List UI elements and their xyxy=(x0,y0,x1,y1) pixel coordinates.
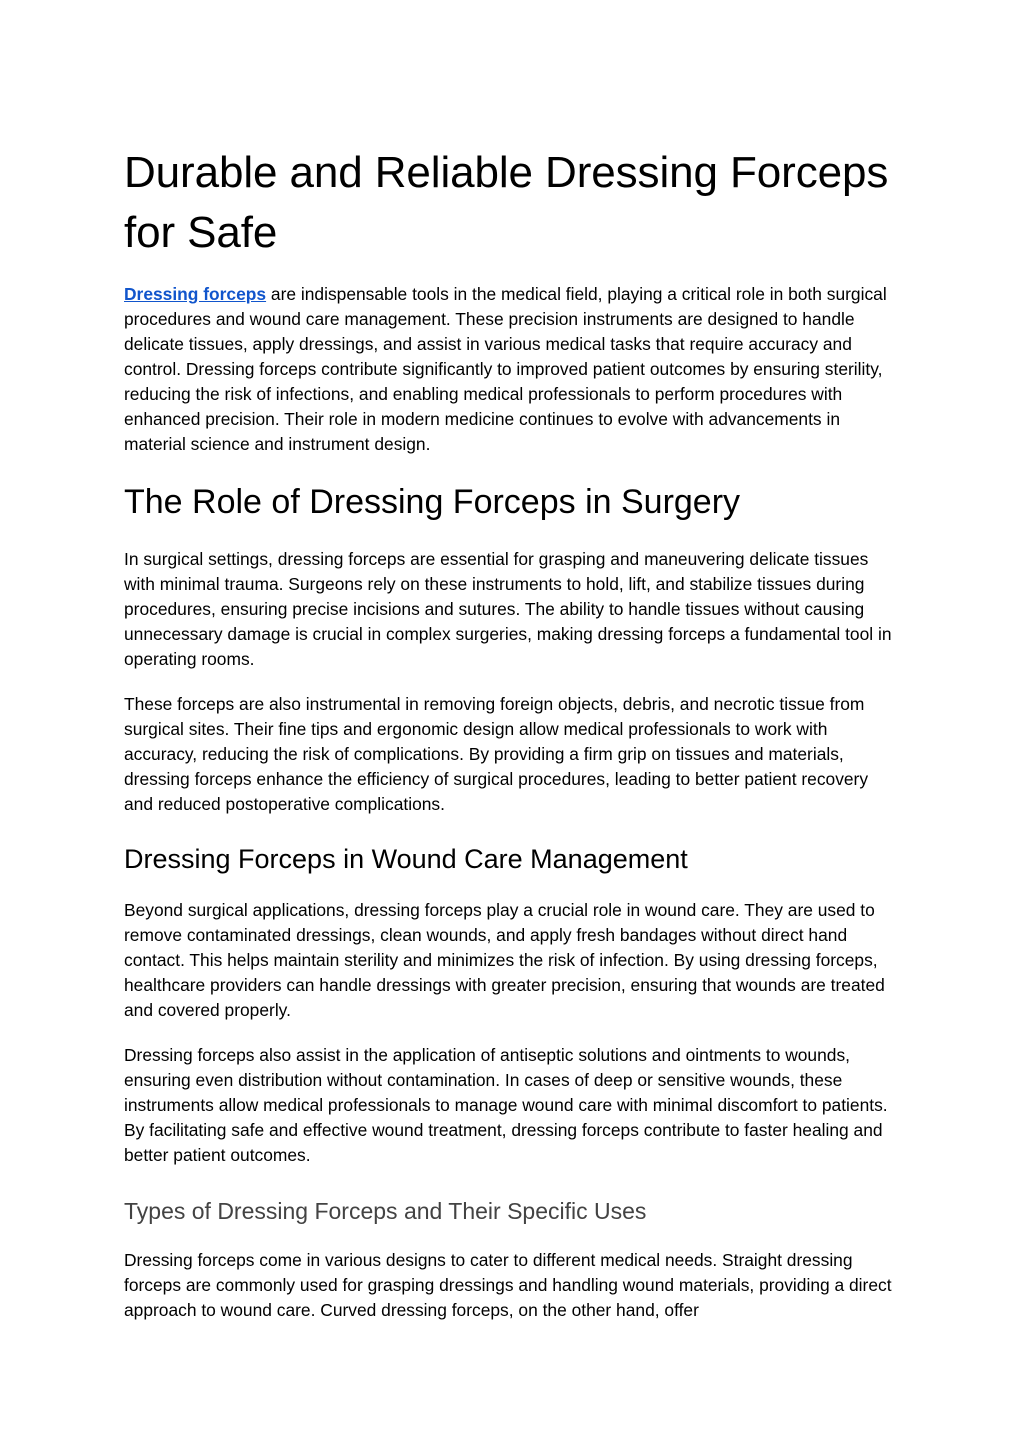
intro-paragraph xyxy=(124,282,900,457)
heading-role-in-surgery: The Role of Dressing Forceps in Surgery xyxy=(124,483,741,521)
heading-wound-care: Dressing Forceps in Wound Care Management xyxy=(124,844,688,874)
surgery-paragraph-2: These forceps are also instrumental in removing foreign objects, debris, and necrotic tissue from surgical sites. Their fine tips and ergonomic design allow medical professionals to work with accuracy, reducing the risk of complications. By providing a firm grip on tissues and materials, dressing forceps enhance the efficiency of surgical procedures, leading to better patient recovery and reduced postoperative complications. xyxy=(124,694,869,814)
wound-care-paragraph-1: Beyond surgical applications, dressing forceps play a crucial role in wound care. They are used to remove contaminated dressings, clean wounds, and apply fresh bandages without direct hand contact. This helps maintain sterility and minimizes the risk of infection. By using dressing forceps, healthcare providers can handle dressings with greater precision, ensuring that wounds are treated and covered properly. xyxy=(124,900,885,1020)
dressing-forceps-link[interactable]: Dressing forceps xyxy=(124,284,267,304)
document-title: Durable and Reliable Dressing Forceps for Safe xyxy=(124,148,889,257)
types-paragraph-1: Dressing forceps come in various designs to cater to different medical needs. Straight dressing forceps are commonly used for grasping dressings and handling wound materials, providing a direct approach to wound care. Curved dressing forceps, on the other hand, offer xyxy=(124,1250,892,1320)
wound-care-paragraph-2: Dressing forceps also assist in the application of antiseptic solutions and ointments to wounds, ensuring even distribution without contamination. In cases of deep or sensitive wounds, these instruments allow medical professionals to manage wound care with minimal discomfort to patients. By facilitating safe and effective wound treatment, dressing forceps contribute to faster healing and better patient outcomes. xyxy=(124,1045,888,1165)
surgery-paragraph-1: In surgical settings, dressing forceps are essential for grasping and maneuvering delicate tissues with minimal trauma. Surgeons rely on these instruments to hold, lift, and stabilize tissues during procedures, ensuring precise incisions and sutures. The ability to handle tissues without causing unnecessary damage is crucial in complex surgeries, making dressing forceps a fundamental tool in operating rooms. xyxy=(124,549,892,669)
heading-types-of-forceps: Types of Dressing Forceps and Their Specific Uses xyxy=(124,1198,647,1224)
intro-text: are indispensable tools in the medical field, playing a critical role in both surgical procedures and wound care management. These precision instruments are designed to handle delicate tissues, apply dressings, and assist in various medical tasks that require accuracy and control. Dressing forceps contribute significantly to improved patient outcomes by ensuring sterility, reducing the risk of infections, and enabling medical professionals to perform procedures with enhanced precision. Their role in modern medicine continues to evolve with advancements in material science and instrument design. xyxy=(124,284,887,454)
